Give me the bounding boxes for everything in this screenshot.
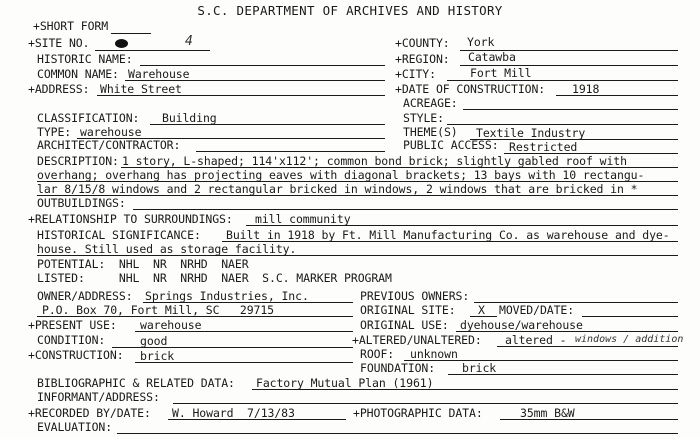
foundation-value: brick bbox=[462, 361, 497, 375]
original-use-value: dyehouse/warehouse bbox=[460, 318, 583, 332]
construction-label: +CONSTRUCTION: bbox=[28, 348, 124, 362]
description-line-2: overhang; overhang has projecting eaves with diagonal brackets; 13 bays with 10 rectangu- bbox=[37, 168, 645, 182]
city-label: +CITY: bbox=[395, 67, 436, 81]
construction-line bbox=[135, 362, 353, 363]
acreage-line bbox=[463, 109, 678, 110]
ink-blot bbox=[115, 39, 128, 48]
style-line bbox=[447, 124, 678, 125]
relationship-value: mill community bbox=[255, 212, 351, 226]
public-access-label: PUBLIC ACCESS: bbox=[403, 138, 499, 152]
outbuildings-label: OUTBUILDINGS: bbox=[37, 196, 126, 210]
type-label: TYPE: bbox=[37, 125, 72, 139]
relationship-label: +RELATIONSHIP TO SURROUNDINGS: bbox=[28, 212, 233, 226]
roof-line bbox=[404, 360, 678, 361]
evaluation-label: EVALUATION: bbox=[37, 420, 113, 434]
altered-label: +ALTERED/UNALTERED: bbox=[352, 333, 482, 347]
site-no-label: +SITE NO. bbox=[28, 36, 90, 50]
bibliographic-line bbox=[252, 389, 678, 390]
moved-date-label: MOVED/DATE: bbox=[499, 303, 575, 317]
form-header: S.C. DEPARTMENT OF ARCHIVES AND HISTORY bbox=[197, 3, 503, 18]
outbuildings-line bbox=[133, 209, 678, 210]
city-value: Fort Mill bbox=[470, 66, 532, 80]
classification-line bbox=[150, 124, 385, 125]
altered-value: altered - bbox=[505, 333, 567, 347]
roof-label: ROOF: bbox=[360, 347, 395, 361]
acreage-label: ACREAGE: bbox=[403, 96, 458, 110]
photographic-data-line bbox=[500, 419, 678, 420]
moved-date-line bbox=[582, 316, 678, 317]
region-value: Catawba bbox=[468, 50, 516, 64]
date-of-construction-value: 1918 bbox=[572, 82, 600, 96]
themes-value: Textile Industry bbox=[476, 126, 586, 140]
description-line-1: 1 story, L-shaped; 114'x112'; common bond brick; slightly gabled roof with bbox=[122, 154, 627, 168]
original-site-value: X bbox=[478, 303, 485, 317]
common-name-label: COMMON NAME: bbox=[37, 67, 119, 81]
short-form-label: +SHORT FORM bbox=[33, 19, 109, 33]
informant-line bbox=[173, 403, 678, 404]
evaluation-line bbox=[117, 433, 678, 434]
significance-line-2: house. Still used as storage facility. bbox=[37, 242, 297, 256]
foundation-label: FOUNDATION: bbox=[360, 361, 436, 375]
present-use-label: +PRESENT USE: bbox=[28, 318, 117, 332]
condition-value: good bbox=[140, 334, 168, 348]
description-line-3: lar 8/15/8 windows and 2 rectangular bricked in windows, 2 windows that are bricked in * bbox=[37, 182, 638, 196]
recorded-by-line bbox=[168, 419, 346, 420]
original-use-line bbox=[456, 331, 678, 332]
owner-label: OWNER/ADDRESS: bbox=[37, 289, 133, 303]
description-label: DESCRIPTION: bbox=[37, 154, 119, 168]
site-no-line bbox=[95, 50, 210, 51]
region-label: +REGION: bbox=[395, 52, 450, 66]
listed-row: LISTED: NHL NR NRHD NAER S.C. MARKER PROGRAM bbox=[37, 271, 392, 285]
recorded-by-label: +RECORDED BY/DATE: bbox=[28, 406, 151, 420]
classification-label: CLASSIFICATION: bbox=[37, 111, 140, 125]
altered-handwritten-note: windows / addition bbox=[575, 334, 684, 345]
county-label: +COUNTY: bbox=[395, 36, 450, 50]
historic-name-label: HISTORIC NAME: bbox=[37, 52, 133, 66]
common-name-line bbox=[125, 80, 385, 81]
significance-line-1: Built in 1918 by Ft. Mill Manufacturing Co. as warehouse and dye- bbox=[226, 228, 670, 242]
type-value: warehouse bbox=[80, 125, 142, 139]
original-use-label: ORIGINAL USE: bbox=[360, 318, 449, 332]
owner-line-1: Springs Industries, Inc. bbox=[145, 289, 309, 303]
foundation-line bbox=[448, 374, 678, 375]
address-label: +ADDRESS: bbox=[28, 82, 90, 96]
city-line bbox=[447, 80, 678, 81]
themes-label: THEME(S) bbox=[403, 125, 458, 139]
present-use-value: warehouse bbox=[140, 318, 202, 332]
owner-underline-2 bbox=[37, 316, 353, 317]
recorded-by-value: W. Howard 7/13/83 bbox=[172, 406, 295, 420]
relationship-line bbox=[246, 225, 678, 226]
previous-owners-label: PREVIOUS OWNERS: bbox=[360, 289, 470, 303]
style-label: STYLE: bbox=[403, 111, 444, 125]
owner-line-2: P.O. Box 70, Fort Mill, SC 29715 bbox=[42, 303, 275, 317]
informant-label: INFORMANT/ADDRESS: bbox=[37, 390, 160, 404]
bibliographic-label: BIBLIOGRAPHIC & RELATED DATA: bbox=[37, 376, 235, 390]
common-name-value: Warehouse bbox=[128, 67, 190, 81]
bibliographic-value: Factory Mutual Plan (1961) bbox=[256, 376, 434, 390]
significance-label: HISTORICAL SIGNIFICANCE: bbox=[37, 228, 201, 242]
potential-row: POTENTIAL: NHL NR NRHD NAER bbox=[37, 257, 249, 271]
condition-line bbox=[112, 347, 353, 348]
classification-value: Building bbox=[162, 111, 217, 125]
photographic-data-value: 35mm B&W bbox=[520, 406, 575, 420]
description-underline-3 bbox=[37, 195, 678, 196]
public-access-value: Restricted bbox=[509, 140, 578, 154]
construction-value: brick bbox=[140, 349, 175, 363]
altered-line bbox=[497, 346, 678, 347]
county-value: York bbox=[467, 35, 495, 49]
address-line bbox=[97, 95, 385, 96]
site-no-value: 4 bbox=[185, 34, 193, 49]
photographic-data-label: +PHOTOGRAPHIC DATA: bbox=[353, 406, 483, 420]
condition-label: CONDITION: bbox=[37, 333, 106, 347]
present-use-line bbox=[135, 331, 353, 332]
original-site-line bbox=[470, 316, 497, 317]
short-form-line bbox=[111, 33, 151, 34]
original-site-label: ORIGINAL SITE: bbox=[360, 303, 456, 317]
significance-underline-2 bbox=[37, 255, 678, 256]
architect-line bbox=[196, 151, 385, 152]
architect-label: ARCHITECT/CONTRACTOR: bbox=[37, 138, 181, 152]
date-of-construction-label: +DATE OF CONSTRUCTION: bbox=[395, 82, 546, 96]
historic-name-line bbox=[140, 65, 385, 66]
date-of-construction-line bbox=[556, 95, 678, 96]
address-value: White Street bbox=[100, 82, 182, 96]
roof-value: unknown bbox=[410, 347, 458, 361]
